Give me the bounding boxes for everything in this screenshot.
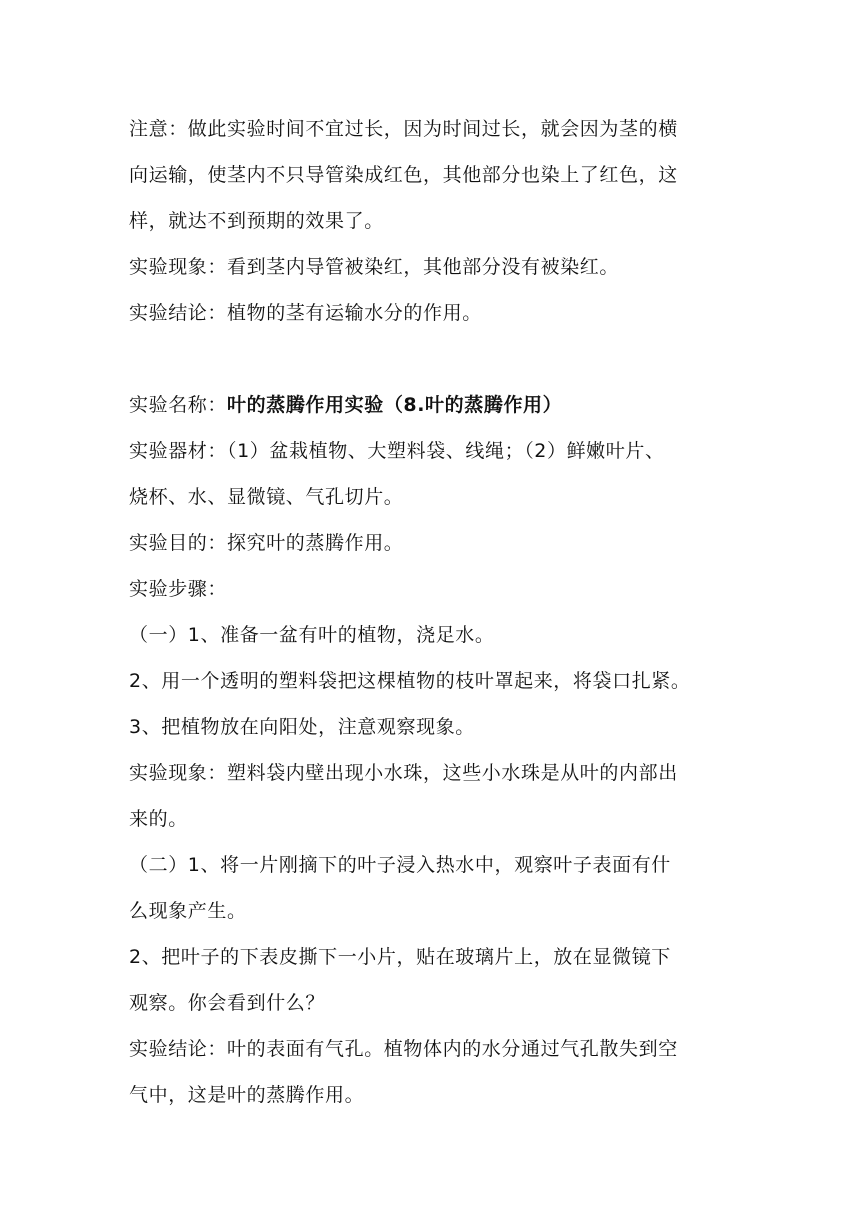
leaf-phenomenon-line-2: 来的。 — [129, 808, 188, 830]
part1-step-3: 3、把植物放在向阳处，注意观察现象。 — [129, 716, 475, 738]
steps-label: 实验步骤： — [129, 578, 228, 600]
note-line-1: 注意：做此实验时间不宜过长，因为时间过长，就会因为茎的横 — [129, 118, 678, 140]
leaf-phenomenon-line-1: 实验现象：塑料袋内壁出现小水珠，这些小水珠是从叶的内部出 — [129, 762, 678, 784]
experiment-name-label: 实验名称： — [129, 394, 228, 416]
part1-step-2: 2、用一个透明的塑料袋把这棵植物的枝叶罩起来，将袋口扎紧。 — [129, 670, 691, 692]
note-line-2: 向运输，使茎内不只导管染成红色，其他部分也染上了红色，这 — [129, 164, 678, 186]
part1-step-1: （一）1、准备一盆有叶的植物，浇足水。 — [129, 624, 495, 646]
experiment-purpose: 实验目的：探究叶的蒸腾作用。 — [129, 532, 404, 554]
note-line-3: 样，就达不到预期的效果了。 — [129, 210, 384, 232]
document-body — [129, 106, 735, 1118]
experiment-name — [129, 382, 735, 428]
part2-line-4: 观察。你会看到什么？ — [129, 992, 326, 1014]
materials-line-2: 烧杯、水、显微镜、气孔切片。 — [129, 486, 404, 508]
experiment-name-value: 叶的蒸腾作用实验（8.叶的蒸腾作用） — [227, 394, 563, 416]
part2-line-3: 2、把叶子的下表皮撕下一小片，贴在玻璃片上，放在显微镜下 — [129, 946, 671, 968]
stem-phenomenon: 实验现象：看到茎内导管被染红，其他部分没有被染红。 — [129, 256, 620, 278]
section-gap — [129, 336, 735, 382]
leaf-conclusion-line-2: 气中，这是叶的蒸腾作用。 — [129, 1084, 365, 1106]
stem-conclusion: 实验结论：植物的茎有运输水分的作用。 — [129, 302, 482, 324]
part2-line-1: （二）1、将一片刚摘下的叶子浸入热水中，观察叶子表面有什 — [129, 854, 671, 876]
leaf-conclusion-line-1: 实验结论：叶的表面有气孔。植物体内的水分通过气孔散失到空 — [129, 1038, 678, 1060]
part2-line-2: 么现象产生。 — [129, 900, 247, 922]
materials-line-1: 实验器材：（1）盆栽植物、大塑料袋、线绳；（2）鲜嫩叶片、 — [129, 440, 665, 462]
